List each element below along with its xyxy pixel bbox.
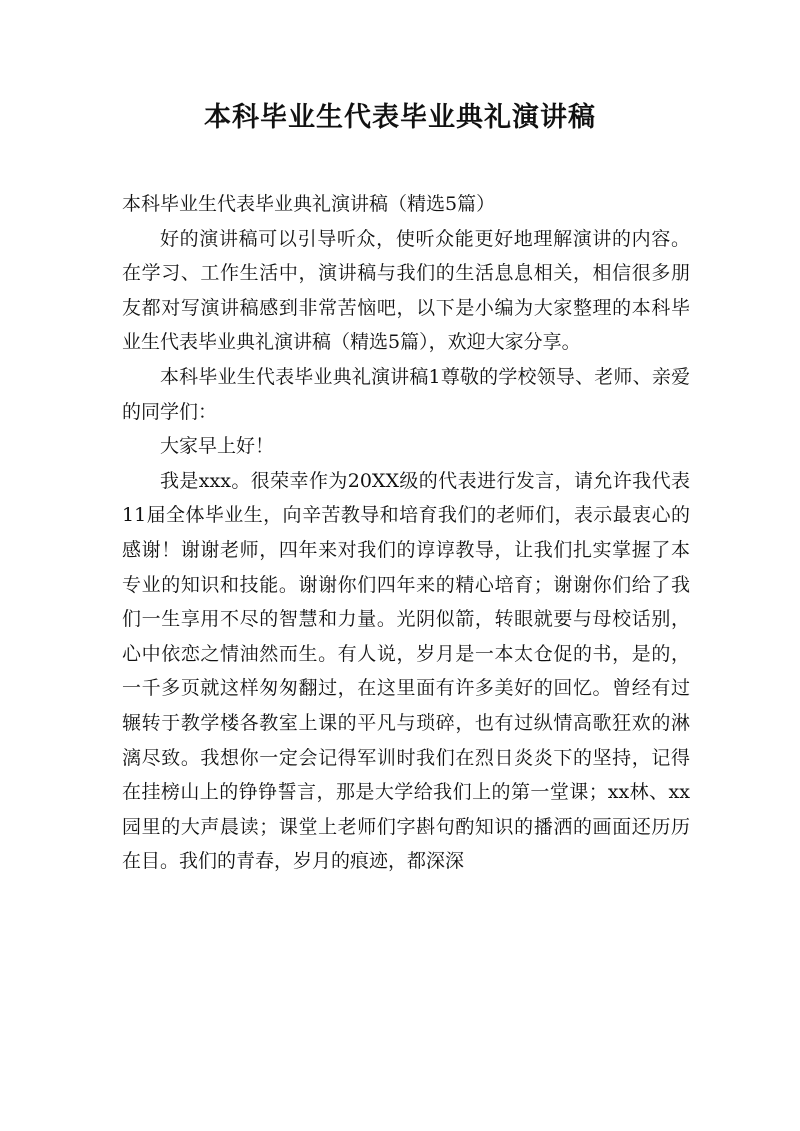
speech-body-paragraph: 我是xxx。很荣幸作为20XX级的代表进行发言，请允许我代表11届全体毕业生，向辛苦教导和培育我们的老师们，表示最衷心的感谢！谢谢老师，四年来对我们的谆谆教导，让我们扎实掌握了本专业的知识和技能。谢谢你们四年来的精心培育；谢谢你们给了我们一生享用不尽的智慧和力量。光阴似箭，转眼就要与母校话别，心中依恋之情油然而生。有人说，岁月是一本太仓促的书，是的，一千多页就这样匆匆翻过，在这里面有许多美好的回忆。曾经有过辗转于教学楼各教室上课的平凡与琐碎，也有过纵情高歌狂欢的淋漓尽致。我想你一定会记得军训时我们在烈日炎炎下的坚持，记得在挂榜山上的铮铮誓言，那是大学给我们上的第一堂课；xx林、xx园里的大声晨读；课堂上老师们字斟句酌知识的播洒的画面还历历在目。我们的青春，岁月的痕迹，都深深	[122, 469, 690, 873]
document-title: 本科毕业生代表毕业典礼演讲稿	[204, 102, 596, 133]
subtitle-paragraph: 本科毕业生代表毕业典礼演讲稿（精选5篇）	[122, 193, 496, 215]
document-body	[122, 187, 690, 879]
speech-heading-paragraph: 本科毕业生代表毕业典礼演讲稿1尊敬的学校领导、老师、亲爱的同学们：	[122, 365, 690, 423]
intro-paragraph: 好的演讲稿可以引导听众，使听众能更好地理解演讲的内容。在学习、工作生活中，演讲稿与我们的生活息息相关，相信很多朋友都对写演讲稿感到非常苦恼吧，以下是小编为大家整理的本科毕业生代表毕业典礼演讲稿（精选5篇），欢迎大家分享。	[122, 227, 690, 354]
greeting-paragraph: 大家早上好！	[160, 435, 275, 458]
